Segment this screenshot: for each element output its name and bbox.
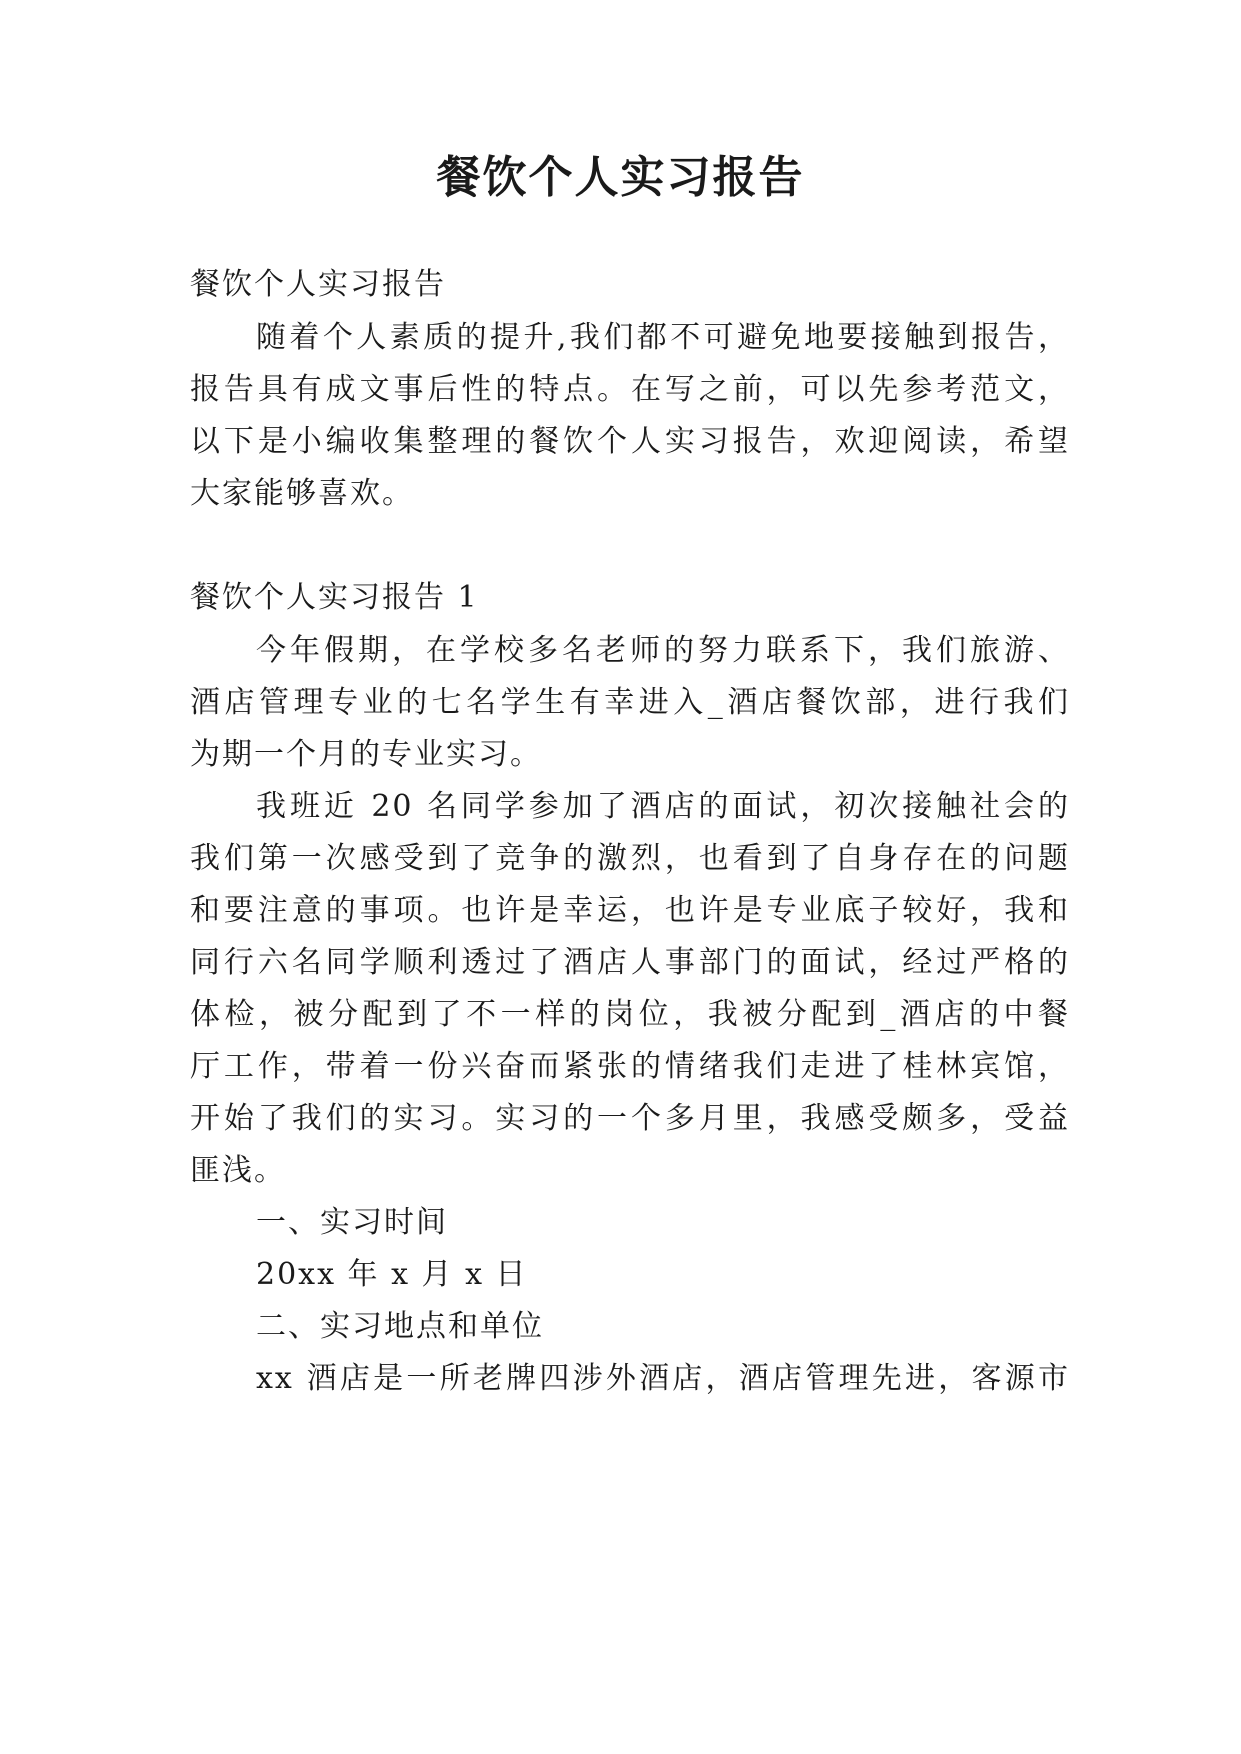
paragraph-line: 酒店管理专业的七名学生有幸进入_酒店餐饮部，进行我们 bbox=[190, 685, 1070, 720]
paragraph-line: 开始了我们的实习。实习的一个多月里，我感受颇多，受益 bbox=[190, 1101, 1070, 1136]
paragraph-line: 匪浅。 bbox=[190, 1153, 286, 1188]
paragraph-line: 我班近 20 名同学参加了酒店的面试，初次接触社会的 bbox=[256, 789, 1070, 824]
paragraph-line: 报告具有成文事后性的特点。在写之前，可以先参考范文， bbox=[190, 372, 1070, 407]
paragraph-line: 大家能够喜欢。 bbox=[190, 476, 414, 511]
paragraph-line: 厅工作，带着一份兴奋而紧张的情绪我们走进了桂林宾馆， bbox=[190, 1049, 1070, 1084]
paragraph-line: 今年假期，在学校多名老师的努力联系下，我们旅游、 bbox=[256, 633, 1070, 668]
paragraph-line: 为期一个月的专业实习。 bbox=[190, 737, 542, 772]
document-title: 餐饮个人实习报告 bbox=[436, 152, 805, 203]
paragraph-line: 我们第一次感受到了竞争的激烈，也看到了自身存在的问题 bbox=[190, 841, 1070, 876]
paragraph-line: 体检，被分配到了不一样的岗位，我被分配到_酒店的中餐 bbox=[190, 997, 1070, 1032]
list-value: 20xx 年 x 月 x 日 bbox=[256, 1257, 528, 1292]
paragraph-line: 和要注意的事项。也许是幸运，也许是专业底子较好，我和 bbox=[190, 893, 1070, 928]
section-heading: 餐饮个人实习报告 1 bbox=[190, 580, 479, 615]
paragraph-line: xx 酒店是一所老牌四涉外酒店，酒店管理先进，客源市 bbox=[256, 1361, 1070, 1396]
list-heading: 二、实习地点和单位 bbox=[256, 1309, 544, 1344]
paragraph-line: 同行六名同学顺利透过了酒店人事部门的面试，经过严格的 bbox=[190, 945, 1070, 980]
list-heading: 一、实习时间 bbox=[256, 1205, 448, 1240]
subtitle-line: 餐饮个人实习报告 bbox=[190, 267, 446, 302]
paragraph-line: 以下是小编收集整理的餐饮个人实习报告，欢迎阅读，希望 bbox=[190, 424, 1070, 459]
paragraph-line: 随着个人素质的提升,我们都不可避免地要接触到报告， bbox=[256, 320, 1070, 355]
